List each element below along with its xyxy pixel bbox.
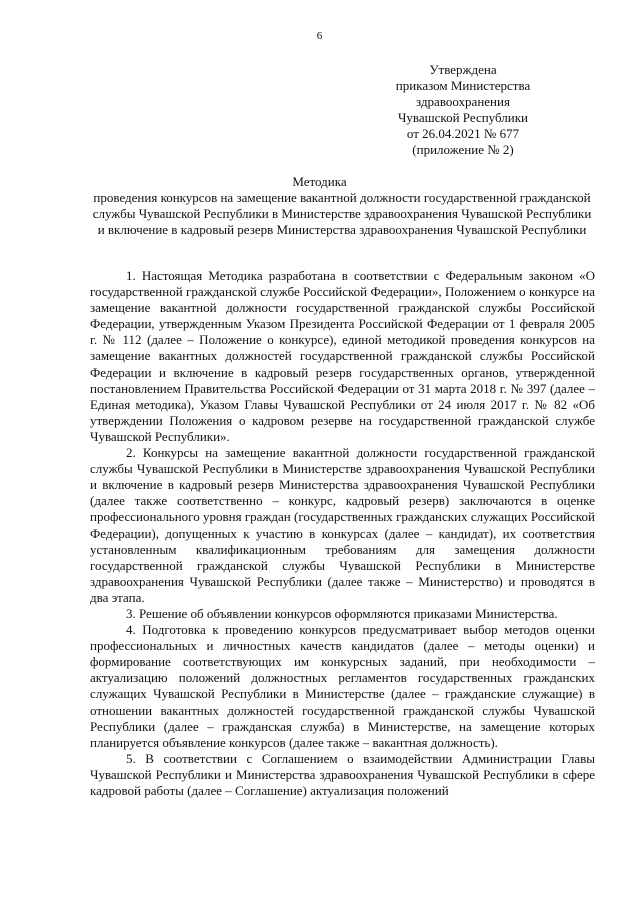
approval-line: приказом Министерства (395, 78, 531, 93)
paragraph-1: 1. Настоящая Методика разработана в соответствии с Федеральным законом «О государственной гражданской службе Российской Федерации», Положением о конкурсе на замещение вакантной должности государственной гражданской службы Российской Федерации, утвержденным Указом Президента Российской Федерации от 1 февраля 2005 г. № 112 (далее – Положение о конкурсе), единой методикой проведения конкурсов на замещение вакантных должностей государственной гражданской службы Российской Федерации и включение в кадровый резерв государственных органов, утвержденной постановлением Правительства Российской Федерации от 31 марта 2018 г. № 397 (далее – Единая методика), Указом Главы Чувашской Республики от 24 июля 2017 г. № 82 «Об утверждении Положения о кадровом резерве на государственной гражданской службе Чувашской Республики». (90, 268, 595, 444)
paragraph-2: 2. Конкурсы на замещение вакантной должности государственной гражданской службы Чувашской Республики в Министерстве здравоохранения Чувашской Республики и включение в кадровый резерв Министерства здравоохранения Чувашской Республики (далее также соответственно – конкурс, кадровый резерв) заключаются в оценке профессионального уровня граждан (государственных гражданских служащих Российской Федерации), допущенных к участию в конкурсах (далее – кандидат), их соответствия установленным квалификационным требованиям для замещения должности государственной гражданской службы Чувашской Республики в Министерстве здравоохранения Чувашской Республики (далее также – Министерство) и проводятся в два этапа. (90, 445, 595, 605)
approval-line: здравоохранения (416, 94, 510, 109)
approval-line: от 26.04.2021 № 677 (406, 126, 520, 141)
paragraph-4: 4. Подготовка к проведению конкурсов предусматривает выбор методов оценки профессиональных и личностных качеств кандидатов (далее – методы оценки) и формирование соответствующих им конкурсных заданий, при необходимости – актуализацию положений должностных регламентов государственных гражданских служащих Чувашской Республики в Министерстве (далее – гражданские служащие) в отношении вакантных должностей государственной гражданской службы Чувашской Республики (далее – гражданская служба) в Министерстве, на замещение которых планируется объявление конкурсов (далее также – вакантная должность). (90, 622, 595, 750)
approval-line: Утверждена (429, 62, 497, 77)
approval-line: Чувашской Республики (397, 110, 529, 125)
page-number: 6 (316, 30, 323, 42)
paragraph-3: 3. Решение об объявлении конкурсов оформляются приказами Министерства. (126, 605, 558, 621)
approval-block (372, 62, 554, 158)
approval-line: (приложение № 2) (412, 142, 514, 157)
document-subtitle: проведения конкурсов на замещение вакантной должности государственной гражданской службы Чувашской Республики в Министерстве здравоохранения Чувашской Республики и включение в кадровый резерв Министерства здравоохранения Чувашской Республики (92, 190, 592, 237)
document-body (90, 268, 595, 799)
paragraph-5: 5. В соответствии с Соглашением о взаимодействии Администрации Главы Чувашской Республики и Министерства здравоохранения Чувашской Республики в сфере кадровой работы (далее – Соглашение) актуализация положений (90, 750, 595, 798)
document-title: Методика (292, 174, 347, 189)
